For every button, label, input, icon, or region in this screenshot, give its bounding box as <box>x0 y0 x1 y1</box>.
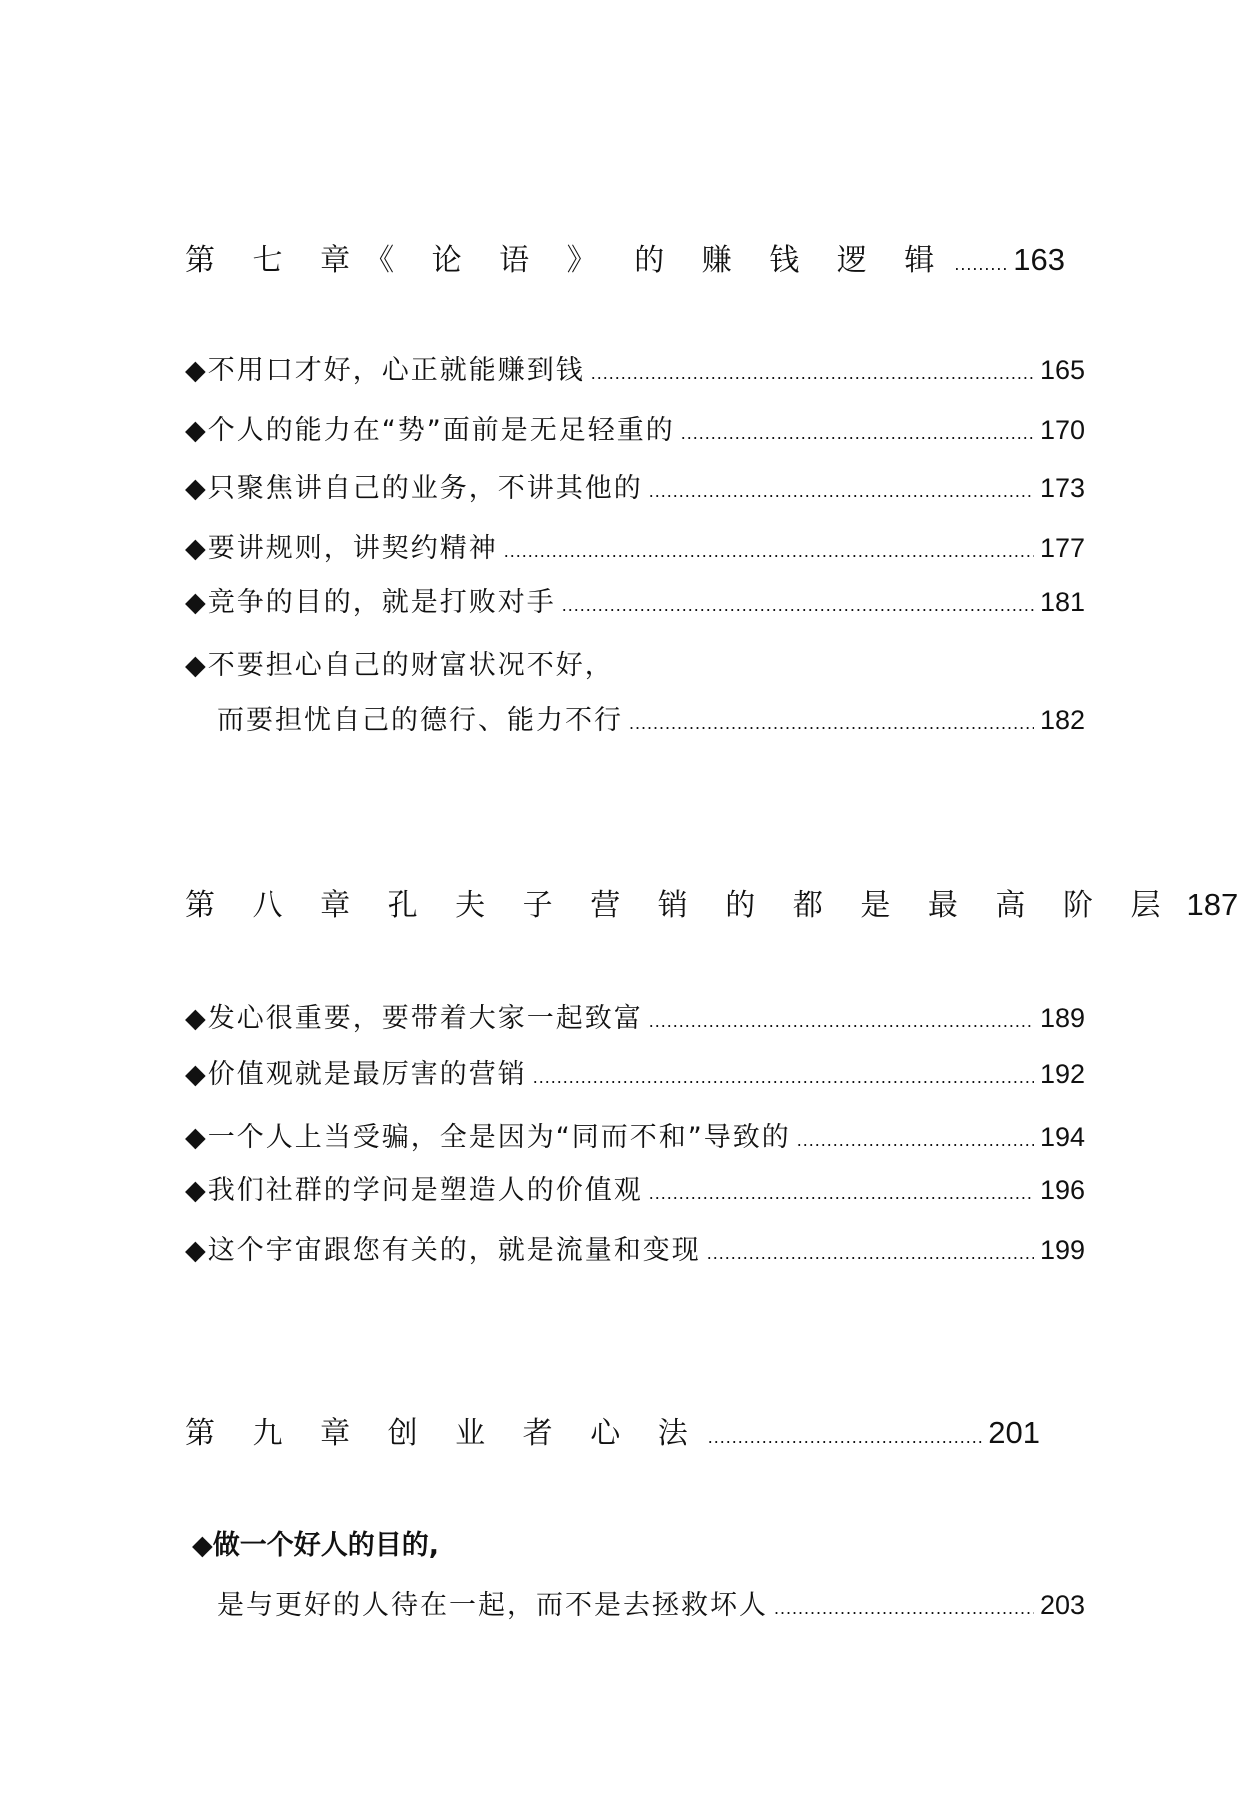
entry-title: ◆个人的能力在“势”面前是无足轻重的 <box>185 415 675 446</box>
toc-entry[interactable] <box>185 1115 1085 1154</box>
toc-entry[interactable] <box>185 526 1085 565</box>
entry-title: ◆只聚焦讲自己的业务，不讲其他的 <box>185 473 643 504</box>
entry-title: ◆我们社群的学问是塑造人的价值观 <box>185 1175 643 1206</box>
entry-title: ◆发心很重要，要带着大家一起致富 <box>185 1003 643 1034</box>
toc-entry-line2[interactable] <box>217 698 1085 737</box>
chapter-title: 第 七 章《 论 语 》 的 赚 钱 逻 辑 <box>185 243 949 278</box>
page-number: 199 <box>1039 1235 1085 1265</box>
toc-entry[interactable] <box>185 1168 1085 1207</box>
leader-dots <box>649 1011 1034 1032</box>
toc-entry-line1[interactable] <box>185 643 1085 682</box>
entry-title: ◆一个人上当受骗，全是因为“同而不和”导致的 <box>185 1122 791 1153</box>
chapter-8-heading[interactable] <box>185 880 1239 924</box>
page-number: 187 <box>1186 887 1239 922</box>
entry-title: ◆做一个好人的目的, <box>192 1530 440 1561</box>
entry-title: ◆竞争的目的，就是打败对手 <box>185 587 556 618</box>
entry-title: ◆不用口才好，心正就能赚到钱 <box>185 355 585 386</box>
entry-title: ◆这个宇宙跟您有关的，就是流量和变现 <box>185 1235 701 1266</box>
leader-dots <box>562 595 1034 616</box>
page-number: 203 <box>1039 1590 1085 1620</box>
toc-entry[interactable] <box>185 580 1085 619</box>
page-number: 196 <box>1039 1175 1085 1205</box>
leader-dots <box>504 541 1034 562</box>
page-number: 181 <box>1039 587 1085 617</box>
toc-entry-line1[interactable] <box>192 1523 1092 1562</box>
entry-title: ◆价值观就是最厉害的营销 <box>185 1059 527 1090</box>
leader-dots <box>707 1243 1034 1264</box>
toc-entry[interactable] <box>185 408 1085 447</box>
toc-entry[interactable] <box>185 1228 1085 1267</box>
chapter-7-heading[interactable] <box>185 235 1065 279</box>
page-number: 194 <box>1039 1122 1085 1152</box>
leader-dots <box>681 423 1034 444</box>
chapter-title: 第 九 章 创 业 者 心 法 <box>185 1416 702 1451</box>
leader-dots <box>649 481 1034 502</box>
entry-title: ◆不要担心自己的财富状况不好， <box>185 650 614 681</box>
page-number: 173 <box>1039 473 1085 503</box>
leader-dots <box>708 1427 983 1448</box>
leader-dots <box>533 1067 1034 1088</box>
entry-title: ◆要讲规则，讲契约精神 <box>185 533 498 564</box>
page-number: 165 <box>1039 355 1085 385</box>
leader-dots <box>774 1598 1034 1619</box>
page-number: 177 <box>1039 533 1085 563</box>
toc-entry[interactable] <box>185 1052 1085 1091</box>
toc-entry[interactable] <box>185 466 1085 505</box>
leader-dots <box>591 363 1034 384</box>
page-number: 182 <box>1039 705 1085 735</box>
page-number: 163 <box>1013 242 1065 277</box>
chapter-9-heading[interactable] <box>185 1408 1040 1452</box>
page-number: 201 <box>988 1415 1040 1450</box>
page-number: 192 <box>1039 1059 1085 1089</box>
entry-title-continued: 是与更好的人待在一起，而不是去拯救坏人 <box>217 1590 768 1621</box>
entry-title-continued: 而要担忧自己的德行、能力不行 <box>217 705 623 736</box>
page-number: 189 <box>1039 1003 1085 1033</box>
leader-dots <box>629 713 1034 734</box>
leader-dots <box>797 1130 1034 1151</box>
chapter-title: 第 八 章 孔 夫 子 营 销 的 都 是 最 高 阶 层 <box>185 888 1175 923</box>
toc-entry[interactable] <box>185 996 1085 1035</box>
toc-entry-line2[interactable] <box>217 1583 1085 1622</box>
toc-entry[interactable] <box>185 348 1085 387</box>
page-number: 170 <box>1039 415 1085 445</box>
leader-dots <box>954 254 1007 275</box>
leader-dots <box>649 1183 1034 1204</box>
